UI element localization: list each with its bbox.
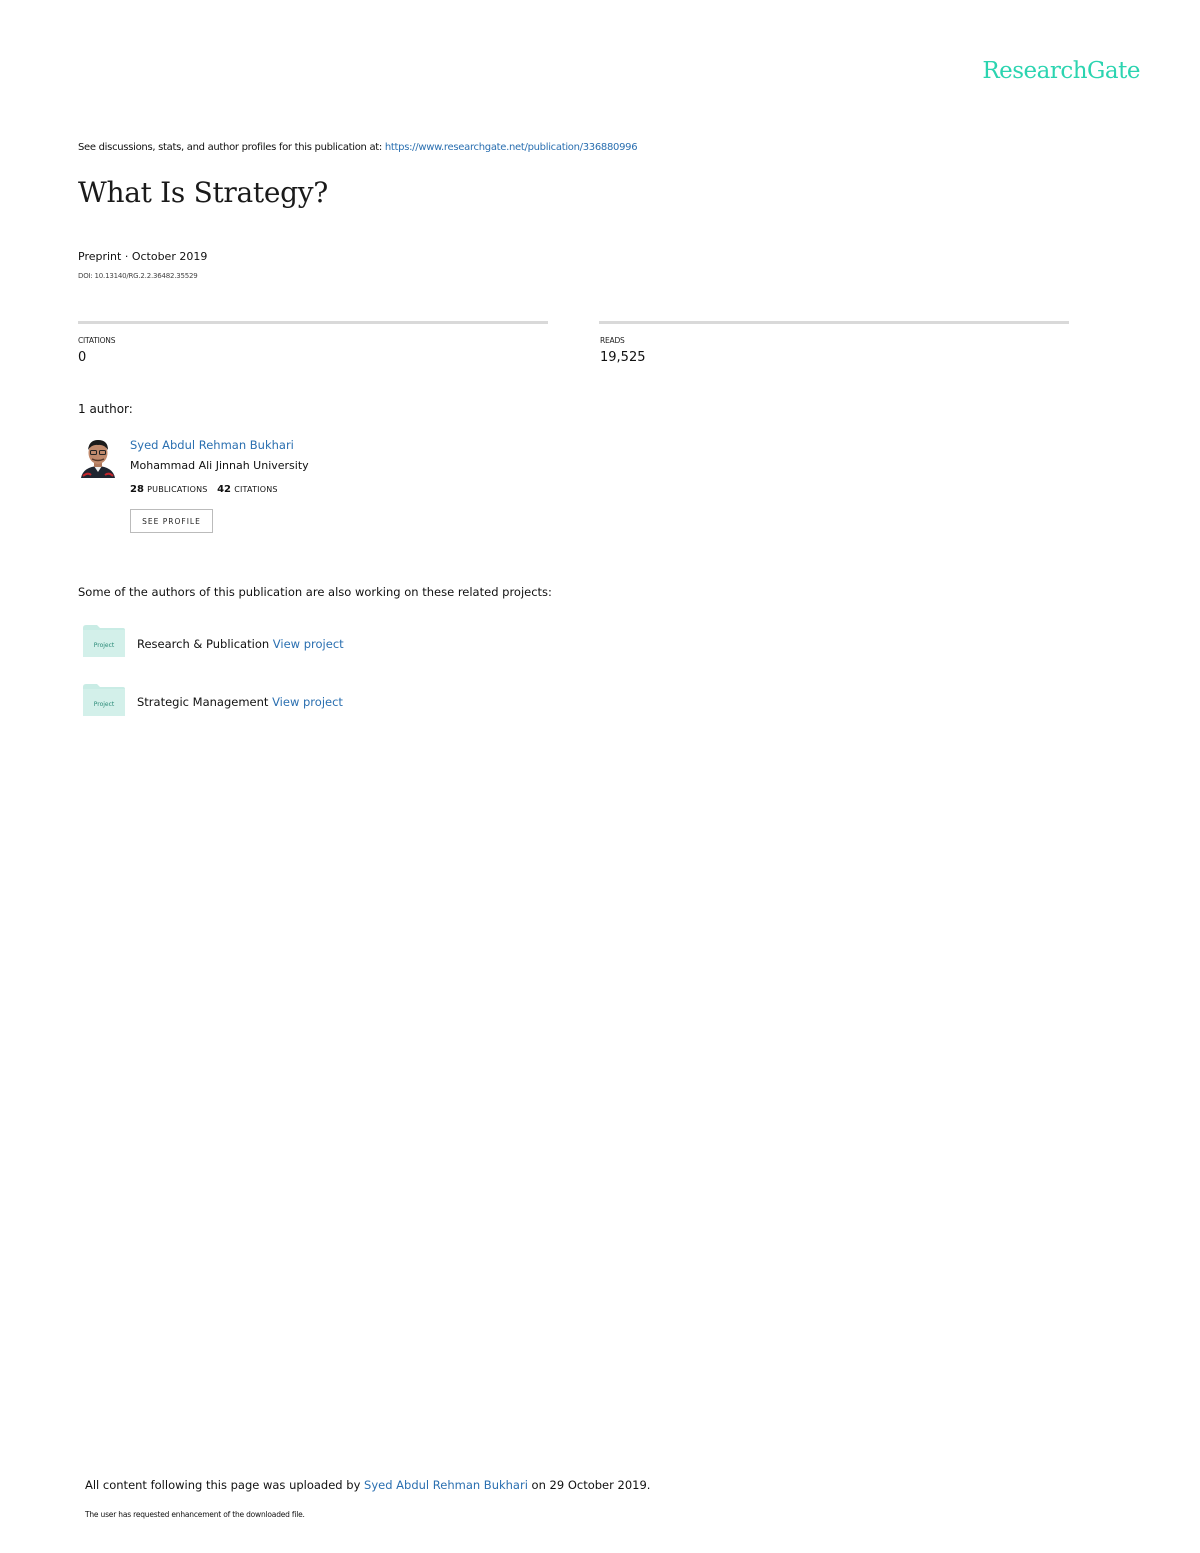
project-folder-label: Project <box>93 642 115 649</box>
upload-notice <box>85 1478 650 1492</box>
publication-type-date: Preprint · October 2019 <box>78 250 208 263</box>
publication-title: What Is Strategy? <box>78 176 328 209</box>
upload-suffix: on 29 October 2019. <box>527 1478 651 1492</box>
citations-divider <box>78 321 548 324</box>
publication-doi: DOI: 10.13140/RG.2.2.36482.35529 <box>78 272 198 280</box>
see-profile-button[interactable]: SEE PROFILE <box>130 509 213 533</box>
reads-value: 19,525 <box>600 350 646 365</box>
author-institution: Mohammad Ali Jinnah University <box>130 459 309 472</box>
researchgate-logo[interactable]: ResearchGate <box>982 58 1140 84</box>
author-publications-count: 28 <box>130 484 144 495</box>
project-folder-icon <box>82 624 126 658</box>
project-item-2 <box>137 695 343 709</box>
discussion-line <box>78 142 637 153</box>
reads-divider <box>599 321 1069 324</box>
reads-label: READS <box>600 336 625 345</box>
author-name-link[interactable]: Syed Abdul Rehman Bukhari <box>130 438 294 452</box>
view-project-link[interactable]: View project <box>272 695 343 709</box>
project-name: Research & Publication <box>137 637 270 651</box>
view-project-link[interactable]: View project <box>272 637 344 651</box>
author-citations-count: 42 <box>217 484 232 495</box>
publication-url-link[interactable]: https://www.researchgate.net/publication/336880996 <box>384 142 638 153</box>
related-projects-heading: Some of the authors of this publication are also working on these related projects: <box>78 585 552 599</box>
authors-heading: 1 author: <box>78 402 133 416</box>
author-metrics <box>130 484 278 495</box>
enhancement-note: The user has requested enhancement of the downloaded file. <box>85 1510 305 1519</box>
author-avatar[interactable] <box>79 436 117 478</box>
author-publications-label: PUBLICATIONS <box>147 485 208 494</box>
author-citations-label: CITATIONS <box>234 485 278 494</box>
citations-label: CITATIONS <box>78 336 116 345</box>
uploader-link[interactable]: Syed Abdul Rehman Bukhari <box>364 1478 528 1492</box>
project-folder-label: Project <box>93 701 115 708</box>
discussion-prefix: See discussions, stats, and author profiles for this publication at: <box>78 142 385 153</box>
project-folder-icon <box>82 683 126 717</box>
project-name: Strategic Management <box>137 695 269 709</box>
upload-prefix: All content following this page was uploaded by <box>85 1478 365 1492</box>
project-item-1 <box>137 637 344 651</box>
citations-value: 0 <box>78 350 87 365</box>
